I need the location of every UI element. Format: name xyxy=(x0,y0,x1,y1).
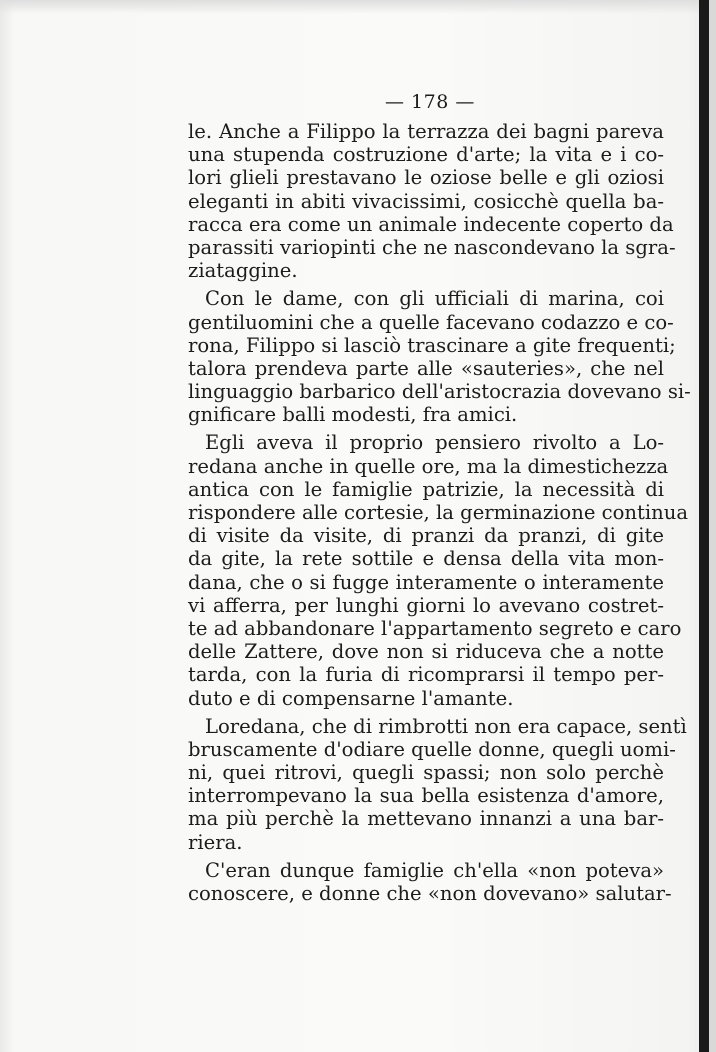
text-line: Con le dame, con gli ufficiali di marina, coi xyxy=(205,287,664,311)
text-line: racca era come un animale indecente coperto da xyxy=(188,212,674,236)
paragraph xyxy=(188,120,676,283)
text-line: ni, quei ritrovi, quegli spassi; non solo perchè xyxy=(188,761,664,785)
page-binding-edge xyxy=(699,0,709,1052)
text-line: le. Anche a Filippo la terrazza dei bagni pareva xyxy=(188,120,664,143)
text-line: te ad abbandonare l'appartamento segreto e caro xyxy=(188,616,682,640)
text-line: gentiluomini che a quelle facevano codazzo e co- xyxy=(188,310,674,334)
page-top-shadow xyxy=(0,0,716,14)
text-line: ma più perchè la mettevano innanzi a una bar- xyxy=(188,807,664,831)
text-line: una stupenda costruzione d'arte; la vita e i co- xyxy=(188,143,664,167)
text-line: bruscamente d'odiare quelle donne, quegli uomi- xyxy=(188,737,676,761)
page-outer-margin xyxy=(709,0,716,1052)
text-line: da gite, la rete sottile e densa della vita mon- xyxy=(188,547,664,571)
text-line: vi afferra, per lunghi giorni lo avevano costret- xyxy=(188,593,664,617)
text-line: interrompevano la sua bella esistenza d'amore, xyxy=(188,784,664,808)
text-line: rona, Filippo si lasciò trascinare a gite frequenti; xyxy=(188,333,676,357)
text-line: gnificare balli modesti, fra amici. xyxy=(188,403,518,427)
paragraph xyxy=(188,431,689,710)
text-line: dana, che o si fugge interamente o interamente xyxy=(188,570,664,594)
text-line: riera. xyxy=(188,830,243,854)
text-line: conoscere, e donne che «non dovevano» salutar- xyxy=(188,882,672,905)
text-line: Egli aveva il proprio pensiero rivolto a Lo- xyxy=(205,431,664,455)
text-line: C'eran dunque famiglie ch'ella «non poteva» xyxy=(205,858,664,882)
text-line: talora prendeva parte alle «sauteries», che nel xyxy=(188,356,664,380)
text-line: eleganti in abiti vivacissimi, cosicchè quella ba- xyxy=(188,189,664,213)
text-line: ziataggine. xyxy=(188,259,298,283)
text-line: linguaggio barbarico dell'aristocrazia dovevano si- xyxy=(188,380,691,404)
text-line: di visite da visite, di pranzi da pranzi, di gite xyxy=(188,524,664,548)
text-line: rispondere alle cortesie, la germinazione continua xyxy=(188,501,689,524)
text-line: delle Zattere, dove non si riduceva che a notte xyxy=(188,640,664,664)
body-text xyxy=(188,120,691,910)
text-line: duto e di compensarne l'amante. xyxy=(188,686,514,710)
text-line: parassiti variopinti che ne nascondevano la sgra- xyxy=(188,235,676,259)
text-line: antica con le famiglie patrizie, la necessità di xyxy=(188,477,664,501)
text-line: tarda, con la furia di ricomprarsi il tempo per- xyxy=(188,663,664,687)
text-line: redana anche in quelle ore, ma la dimestichezza xyxy=(188,454,669,478)
paragraph xyxy=(188,287,691,427)
paragraph xyxy=(188,714,687,854)
paragraph xyxy=(188,858,672,905)
page-number: — 178 — xyxy=(385,91,475,113)
text-line: lori glieli prestavano le oziose belle e gli oziosi xyxy=(188,166,664,190)
text-line: Loredana, che di rimbrotti non era capace, sentì xyxy=(205,714,687,738)
